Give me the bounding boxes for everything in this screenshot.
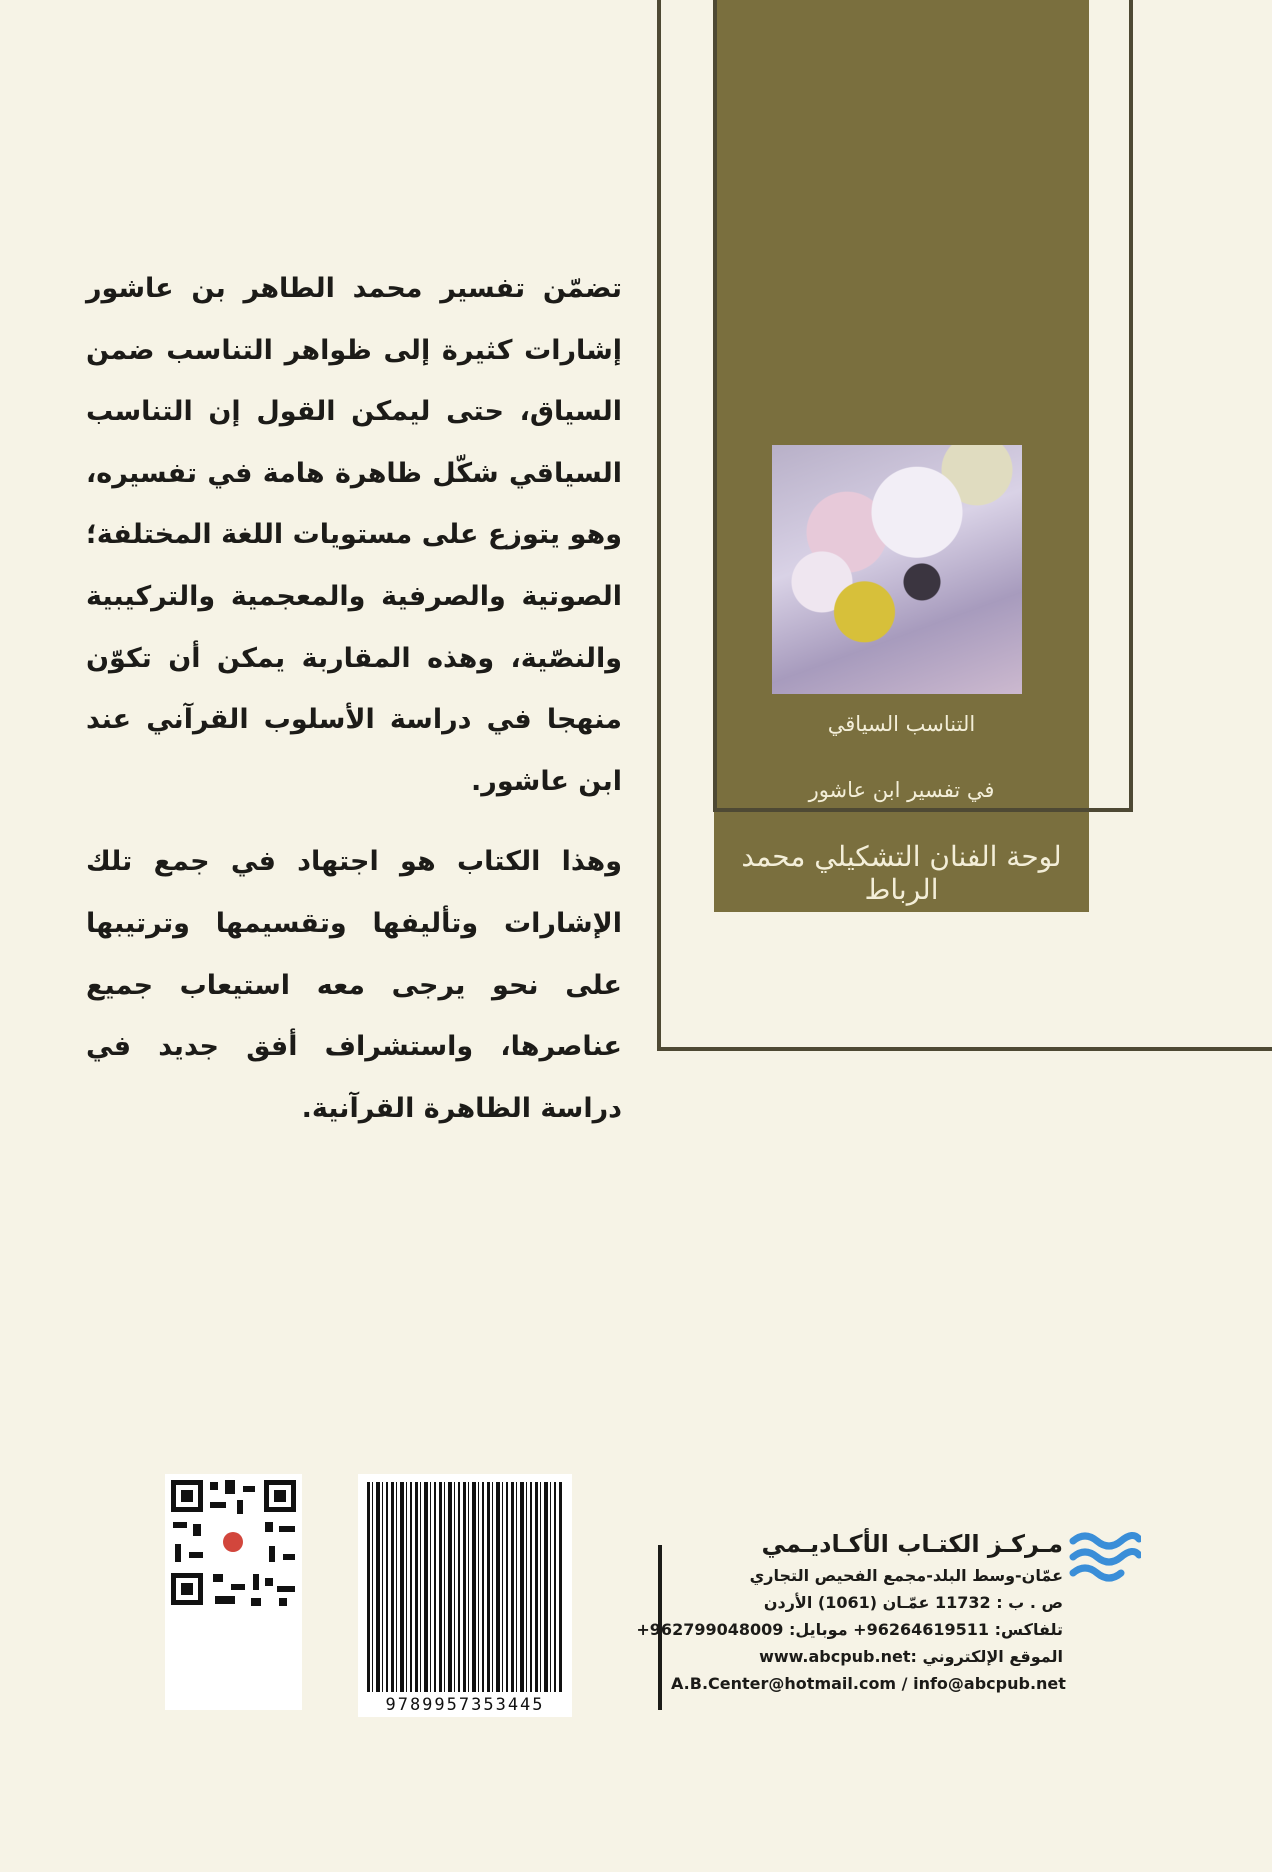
publisher-website[interactable]: الموقع الإلكتروني :www.abcpub.net bbox=[759, 1647, 1063, 1666]
barcode-bars bbox=[367, 1482, 563, 1692]
isbn-number: 9789957353445 bbox=[385, 1695, 545, 1715]
waves-icon bbox=[1069, 1527, 1141, 1583]
caption-title: التناسب السياقي bbox=[827, 712, 976, 736]
publisher-address: عمّان-وسط البلد-مجمع الفحيص التجاري bbox=[749, 1566, 1063, 1585]
caption-artist: لوحة الفنان التشكيلي محمد الرباط bbox=[741, 840, 1062, 906]
blurb-paragraph-1: تضمّن تفسير محمد الطاهر بن عاشور إشارات كثيرة إلى ظواهر التناسب ضمن السياق، حتى ليمكن القول إن التناسب السياقي شكّل ظاهرة هامة في تفسيره، وهو يتوزع على مستويات اللغة المختلفة؛ الصوتية والصرفية والمعجمية والتركيبية والنصّية، وهذه المقاربة يمكن أن تكوّن منهجا في دراسة الأسلوب القرآني عند ابن عاشور. bbox=[86, 273, 622, 797]
isbn-barcode bbox=[358, 1474, 572, 1717]
publisher-pobox: ص . ب : 11732 عمّـان (1061) الأردن bbox=[763, 1593, 1063, 1612]
publisher-info bbox=[636, 1530, 1066, 1697]
cover-painting bbox=[772, 445, 1022, 694]
caption-subtitle: في تفسير ابن عاشور bbox=[808, 778, 995, 802]
qr-code-icon bbox=[165, 1474, 302, 1710]
blurb-paragraph-2: وهذا الكتاب هو اجتهاد في جمع تلك الإشارات وتأليفها وتقسيمها وترتيبها على نحو يرجى معه استيعاب جميع عناصرها، واستشراف أفق جديد في دراسة الظاهرة القرآنية. bbox=[86, 846, 622, 1124]
blurb-text bbox=[86, 258, 622, 1139]
publisher-phones: تلفاكس: 96264619511+ موبايل: 962799048009+ bbox=[636, 1620, 1063, 1639]
publisher-name: مـركـز الكتـاب الأكـاديـمي bbox=[761, 1530, 1063, 1558]
publisher-emails[interactable]: A.B.Center@hotmail.com / info@abcpub.net bbox=[671, 1674, 1066, 1693]
